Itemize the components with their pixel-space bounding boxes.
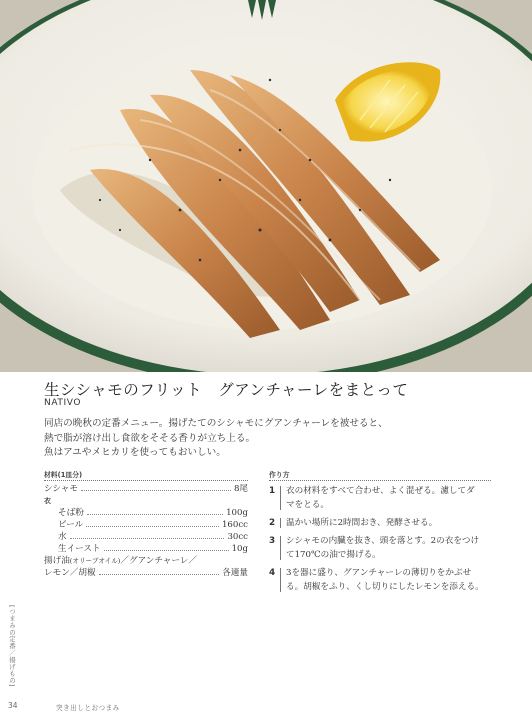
leader-dots — [99, 574, 220, 575]
leader-dots — [87, 514, 223, 515]
step-number: 2 — [269, 518, 276, 528]
leader-dots — [81, 490, 231, 491]
ingredient-name: そば粉 — [58, 508, 84, 518]
step-bar — [280, 536, 281, 560]
steps-divider — [269, 480, 491, 481]
step-line: る。胡椒をふり、くし切りにしたレモンを添える。 — [286, 582, 484, 592]
ingredients-divider — [44, 480, 248, 481]
ingredient-qty: 30cc — [227, 532, 248, 542]
leader-dots — [86, 526, 219, 527]
ingredient-row — [44, 483, 248, 495]
ingredient-qty: 160cc — [221, 520, 248, 530]
batter-label: 衣 — [44, 497, 51, 505]
ingredient-name: ビール — [58, 520, 84, 530]
leader-dots — [104, 550, 229, 551]
ingredients-list — [44, 483, 248, 579]
step-line: 温かい場所に2時間おき、発酵させる。 — [286, 518, 438, 528]
section-label: 突き出しとおつまみ — [56, 704, 120, 712]
step-line: て170℃の油で揚げる。 — [286, 550, 381, 560]
step-item — [269, 516, 495, 530]
step-number: 4 — [269, 568, 276, 578]
step-item — [269, 534, 495, 562]
ingredients-heading: 材料(1皿分) — [44, 471, 83, 479]
ingredient-name: 揚げ油 — [44, 556, 70, 566]
ingredient-qty: 10g — [231, 544, 248, 554]
recipe-intro — [44, 417, 484, 461]
ingredient-row — [44, 531, 248, 543]
restaurant-name: NATIVO — [44, 398, 82, 408]
intro-line: 魚はアユやメヒカリを使ってもおいしい。 — [44, 447, 226, 458]
ingredient-qty: 8尾 — [233, 484, 248, 494]
ingredient-name: ／グアンチャーレ／ — [120, 556, 197, 566]
ingredient-name: レモン／胡椒 — [44, 568, 96, 578]
step-item — [269, 484, 495, 512]
step-line: シシャモの内臓を抜き、頭を落とす。2の衣をつけ — [286, 536, 480, 546]
recipe-title: 生シシャモのフリット グアンチャーレをまとって — [44, 381, 409, 399]
step-line: 衣の材料をすべて合わせ、よく混ぜる。濾してダ — [286, 486, 475, 496]
step-line: マをとる。 — [286, 500, 329, 510]
step-bar — [280, 486, 281, 510]
ingredient-name: シシャモ — [44, 484, 78, 494]
step-number: 3 — [269, 536, 276, 546]
ingredient-qty: 100g — [226, 508, 248, 518]
step-text — [286, 566, 484, 594]
intro-line: 熱で脂が溶け出し食欲をそそる香りが立ち上る。 — [44, 432, 256, 444]
ingredient-name: 水 — [58, 532, 67, 542]
step-item — [269, 566, 495, 594]
side-category-label: [つまみの定番／揚げもの] — [8, 605, 16, 687]
step-text — [286, 484, 475, 512]
ingredient-row — [44, 567, 248, 579]
steps-heading: 作り方 — [269, 471, 290, 479]
intro-line: 同店の晩秋の定番メニュー。揚げたてのシシャモにグアンチャーレを被せると、 — [44, 418, 388, 429]
steps-list — [269, 484, 495, 598]
leader-dots — [70, 538, 225, 539]
step-bar — [280, 518, 281, 528]
ingredient-name: 生イースト — [58, 544, 101, 554]
ingredient-row — [44, 507, 248, 519]
ingredient-qty: 各適量 — [222, 568, 248, 578]
step-line: 3を器に盛り、グアンチャーレの薄切りをかぶせ — [286, 568, 472, 578]
step-text — [286, 534, 479, 562]
step-number: 1 — [269, 486, 276, 496]
page-number: 34 — [8, 701, 18, 710]
step-bar — [280, 568, 281, 592]
ingredient-note: (オリーブオイル) — [69, 557, 121, 565]
step-text — [286, 516, 437, 530]
ingredient-row — [44, 543, 248, 555]
ingredient-row-others — [44, 555, 248, 567]
plate-logo — [248, 0, 276, 20]
ingredient-row — [44, 519, 248, 531]
